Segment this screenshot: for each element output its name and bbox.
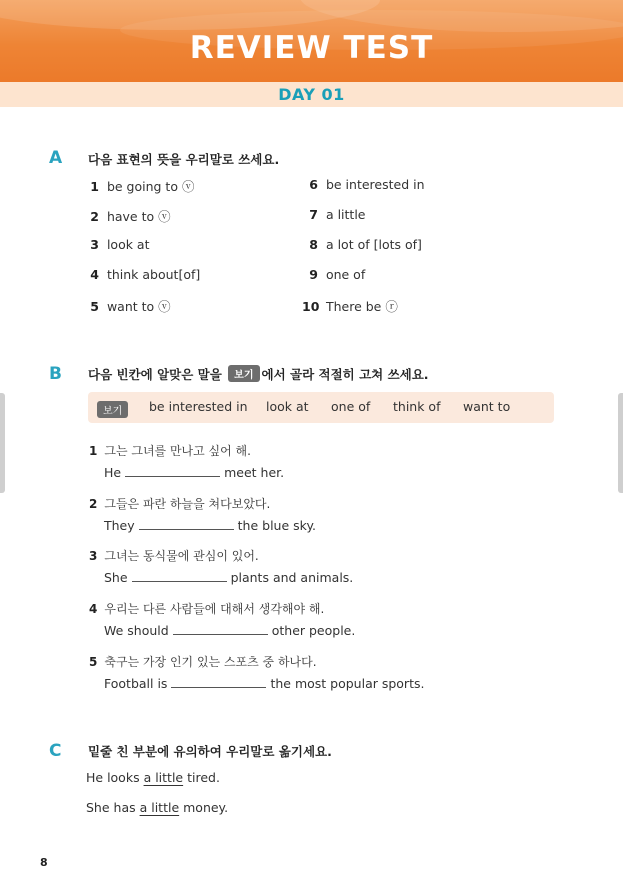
- section-b-instruction: 다음 빈칸에 알맞은 말을 보기 에서 골라 적절히 고쳐 쓰세요.: [88, 367, 429, 382]
- b-question-4-korean: 4 우리는 다른 사람들에 대해서 생각해야 해.: [89, 602, 325, 616]
- a-item-9: 9 one of: [309, 267, 366, 282]
- underlined-phrase: a little: [143, 770, 184, 785]
- word-option: think of: [393, 399, 441, 414]
- a-item-5: 5 want to ⓥ: [90, 299, 171, 314]
- page-title: REVIEW TEST: [189, 30, 434, 66]
- b-question-5-sentence: Football is the most popular sports.: [104, 676, 425, 691]
- answer-blank[interactable]: [173, 623, 268, 635]
- word-box: [88, 392, 554, 423]
- a-item-2: 2 have to ⓥ: [90, 209, 171, 224]
- underlined-phrase: a little: [139, 800, 180, 815]
- b-question-5-korean: 5 축구는 가장 인기 있는 스포츠 중 하나다.: [89, 655, 317, 669]
- word-option: be interested in: [149, 399, 248, 414]
- b-question-2-korean: 2 그들은 파란 하늘을 쳐다보았다.: [89, 497, 271, 511]
- b-question-3-korean: 3 그녀는 동식물에 관심이 있어.: [89, 549, 259, 563]
- header-banner: [0, 0, 623, 82]
- section-c-instruction: 밑줄 친 부분에 유의하여 우리말로 옮기세요.: [88, 744, 332, 759]
- page-tab-right: [618, 393, 623, 493]
- a-item-4: 4 think about[of]: [90, 267, 201, 282]
- day-label: DAY 01: [278, 85, 345, 104]
- section-a-instruction: 다음 표현의 뜻을 우리말로 쓰세요.: [88, 152, 280, 167]
- b-question-2-sentence: They the blue sky.: [104, 518, 317, 533]
- b-question-1-sentence: He meet her.: [104, 465, 285, 480]
- word-option: want to: [463, 399, 511, 414]
- b-question-4-sentence: We should other people.: [104, 623, 356, 638]
- word-option: look at: [266, 399, 309, 414]
- a-item-3: 3 look at: [90, 237, 150, 252]
- word-option: one of: [331, 399, 371, 414]
- answer-blank[interactable]: [125, 465, 220, 477]
- day-band: [0, 82, 623, 107]
- a-item-7: 7 a little: [309, 207, 366, 222]
- page-tab-left: [0, 393, 5, 493]
- section-a-letter: A: [49, 148, 63, 168]
- page-number: 8: [40, 856, 48, 869]
- a-item-1: 1 be going to ⓥ: [90, 179, 195, 194]
- b-question-1-korean: 1 그는 그녀를 만나고 싶어 해.: [89, 444, 251, 458]
- c-sentence-1: He looks a little tired.: [86, 770, 220, 785]
- answer-blank[interactable]: [132, 570, 227, 582]
- a-item-8: 8 a lot of [lots of]: [309, 237, 422, 252]
- b-question-3-sentence: She plants and animals.: [104, 570, 354, 585]
- answer-blank[interactable]: [171, 676, 266, 688]
- a-item-10: 10 There be ⓡ: [302, 299, 398, 314]
- bogi-tag: 보기: [228, 365, 259, 382]
- section-c-letter: C: [49, 741, 62, 761]
- section-b-letter: B: [49, 364, 62, 384]
- a-item-6: 6 be interested in: [309, 177, 425, 192]
- c-sentence-2: She has a little money.: [86, 800, 229, 815]
- word-box-label: 보기: [97, 401, 128, 418]
- answer-blank[interactable]: [139, 518, 234, 530]
